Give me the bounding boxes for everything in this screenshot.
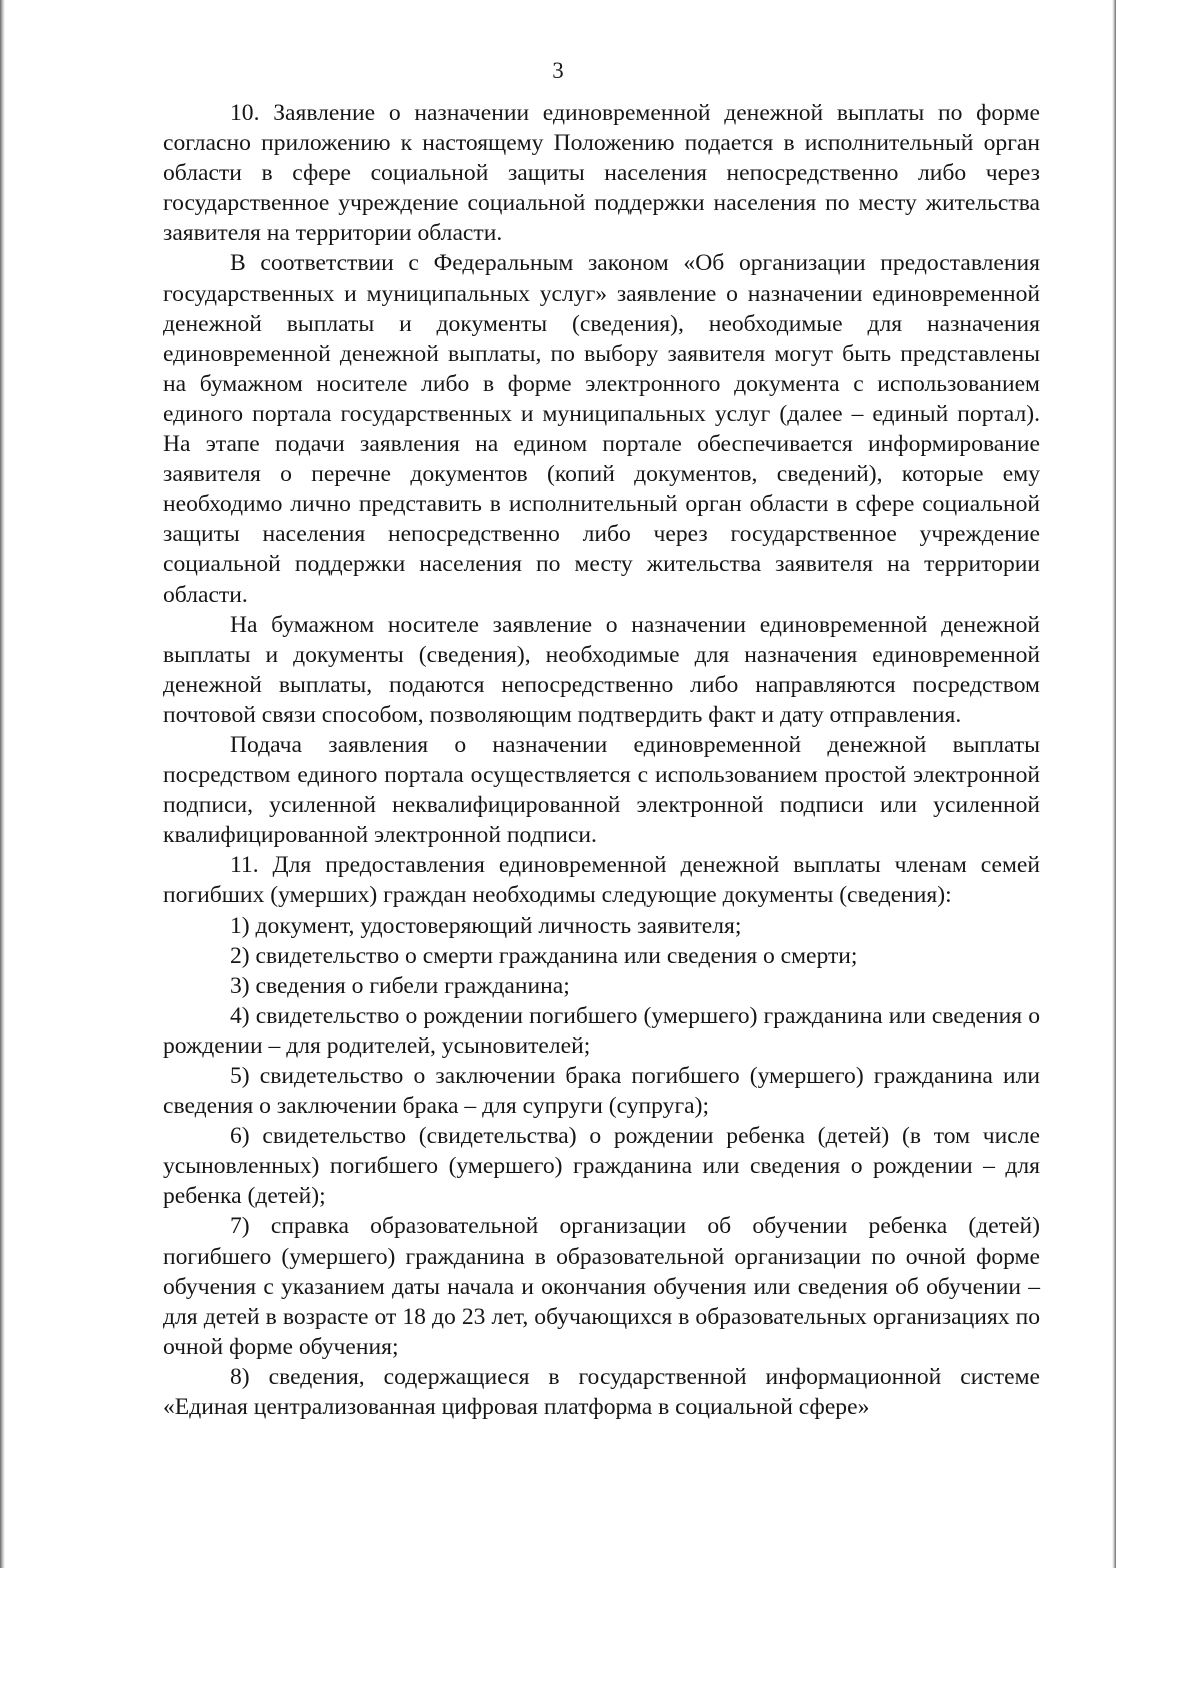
list-item-3: 3) сведения о гибели гражданина; [230, 972, 570, 999]
document-body [163, 98, 1040, 1422]
paragraph-portal-signature: Подача заявления о назначении единовременной денежной выплаты посредством единого портала осуществляется с использованием простой электронной подписи, усиленной неквалифицированной электронной подписи или усиленной квалифицированной электронной подписи. [163, 731, 1040, 849]
paragraph-10-application: 10. Заявление о назначении единовременной денежной выплаты по форме согласно приложению к настоящему Положению подается в исполнительный орган области в сфере социальной защиты населения непосредственно либо через государственное учреждение социальной поддержки населения по месту жительства заявителя на территории области. [163, 100, 1040, 247]
paragraph-11-documents: 11. Для предоставления единовременной денежной выплаты членам семей погибших (умерших) граждан необходимы следующие документы (сведения): [163, 852, 1040, 909]
list-item-8: 8) сведения, содержащиеся в государственной информационной системе «Единая централизованная цифровая платформа в социальной сфере» [163, 1363, 1040, 1421]
list-item-1: 1) документ, удостоверяющий личность заявителя; [230, 912, 742, 939]
scan-edge-left [0, 0, 5, 1568]
list-item-7: 7) справка образовательной организации об обучении ребенка (детей) погибшего (умершего) гражданина в образовательной организации по очной форме обучения с указанием даты начала и окончания обучения или сведения об обучении – для детей в возрасте от 18 до 23 лет, обучающихся в образовательных организациях по очной форме обучения; [163, 1213, 1040, 1360]
list-item-6: 6) свидетельство (свидетельства) о рождении ребенка (детей) (в том числе усыновленных) погибшего (умершего) гражданина или сведения о рождении – для ребенка (детей); [163, 1123, 1040, 1210]
page-number: 3 [552, 58, 564, 83]
list-item-5: 5) свидетельство о заключении брака погибшего (умершего) гражданина или сведения о заключении брака – для супруги (супруга); [163, 1063, 1040, 1120]
paragraph-paper-submission: На бумажном носителе заявление о назначении единовременной денежной выплаты и документы (сведения), необходимые для назначения единовременной денежной выплаты, подаются непосредственно либо направляются посредством почтовой связи способом, позволяющим подтвердить факт и дату отправления. [163, 611, 1040, 728]
list-item-4: 4) свидетельство о рождении погибшего (умершего) гражданина или сведения о рождении – для родителей, усыновителей; [163, 1002, 1040, 1059]
paragraph-federal-law: В соответствии с Федеральным законом «Об организации предоставления государственных и муниципальных услуг» заявление о назначении единовременной денежной выплаты и документы (сведения), необходимые для назначения единовременной денежной выплаты, по выбору заявителя могут быть представлены на бумажном носителе либо в форме электронного документа с использованием единого портала государственных и муниципальных услуг (далее – единый портал). На этапе подачи заявления на едином портале обеспечивается информирование заявителя о перечне документов (копий документов, сведений), которые ему необходимо лично представить в исполнительный орган области в сфере социальной защиты населения непосредственно либо через государственное учреждение социальной поддержки населения по месту жительства заявителя на территории области. [163, 250, 1040, 608]
scan-edge-right [1112, 0, 1116, 1568]
list-item-2: 2) свидетельство о смерти гражданина или сведения о смерти; [230, 942, 858, 969]
